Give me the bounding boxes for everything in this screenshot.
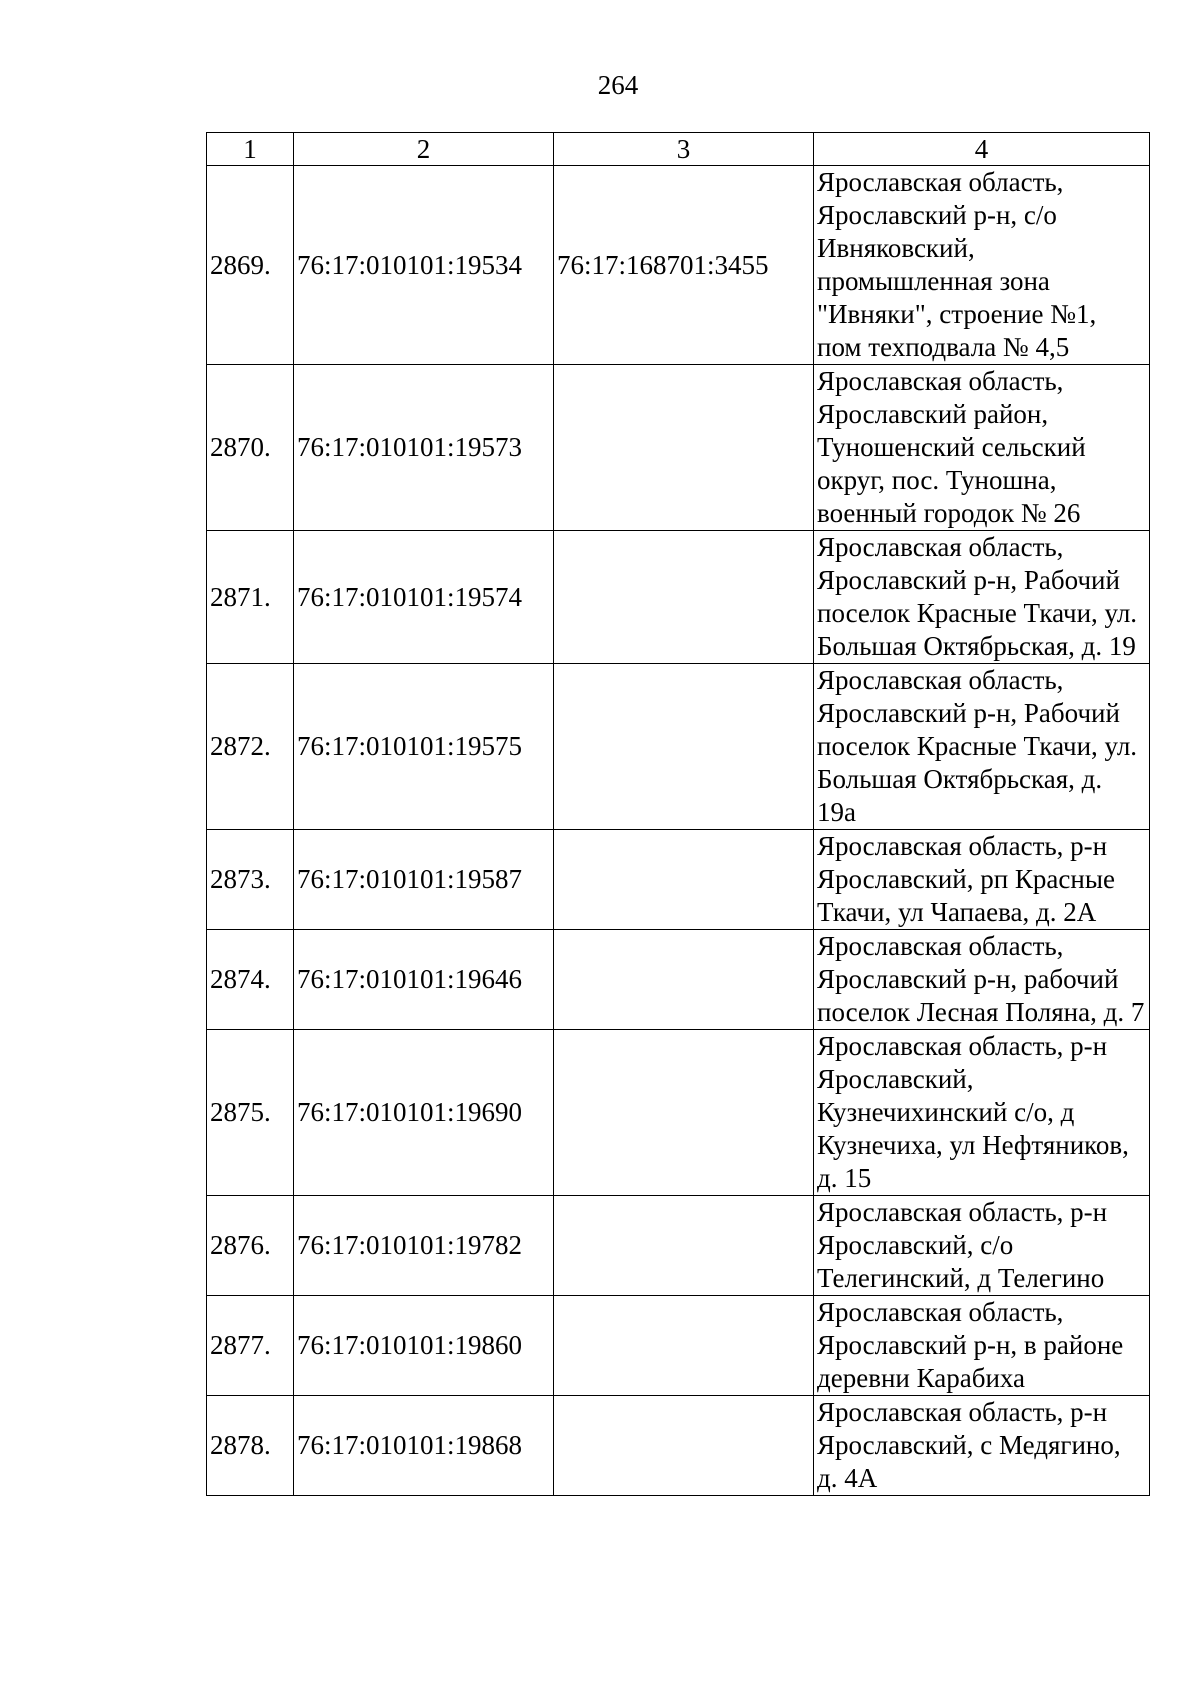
address: Ярославская область, р-н Ярославский, с/о Телегинский, д Телегино (814, 1196, 1150, 1296)
parent-cadastral-number (554, 1396, 814, 1496)
address: Ярославская область, Ярославский р-н, с/о Ивняковский, промышленная зона "Ивняки", строение №1, пом техподвала № 4,5 (814, 166, 1150, 365)
parent-cadastral-number: 76:17:168701:3455 (554, 166, 814, 365)
registry-table (206, 132, 1150, 1496)
table-row (207, 1296, 1150, 1396)
row-number: 2878. (207, 1396, 294, 1496)
parent-cadastral-number (554, 664, 814, 830)
column-header: 1 (207, 133, 294, 166)
cadastral-number: 76:17:010101:19587 (294, 830, 554, 930)
row-number: 2874. (207, 930, 294, 1030)
column-header: 4 (814, 133, 1150, 166)
address: Ярославская область, Ярославский р-н, Рабочий поселок Красные Ткачи, ул. Большая Октябрьская, д. 19 (814, 531, 1150, 664)
row-number: 2876. (207, 1196, 294, 1296)
address: Ярославская область, Ярославский р-н, в районе деревни Карабиха (814, 1296, 1150, 1396)
row-number: 2870. (207, 365, 294, 531)
cadastral-number: 76:17:010101:19646 (294, 930, 554, 1030)
cadastral-number: 76:17:010101:19534 (294, 166, 554, 365)
address: Ярославская область, Ярославский район, Туношенский сельский округ, пос. Туношна, военный городок № 26 (814, 365, 1150, 531)
cadastral-number: 76:17:010101:19575 (294, 664, 554, 830)
address: Ярославская область, р-н Ярославский, Кузнечихинский с/о, д Кузнечиха, ул Нефтяников, д. 15 (814, 1030, 1150, 1196)
parent-cadastral-number (554, 1196, 814, 1296)
row-number: 2869. (207, 166, 294, 365)
parent-cadastral-number (554, 531, 814, 664)
cadastral-number: 76:17:010101:19573 (294, 365, 554, 531)
address: Ярославская область, р-н Ярославский, с Медягино, д. 4А (814, 1396, 1150, 1496)
parent-cadastral-number (554, 830, 814, 930)
table-row (207, 930, 1150, 1030)
parent-cadastral-number (554, 1296, 814, 1396)
column-header: 2 (294, 133, 554, 166)
table-row (207, 830, 1150, 930)
row-number: 2877. (207, 1296, 294, 1396)
table-row (207, 365, 1150, 531)
page-number: 264 (597, 70, 639, 100)
cadastral-number: 76:17:010101:19868 (294, 1396, 554, 1496)
table-row (207, 531, 1150, 664)
cadastral-number: 76:17:010101:19860 (294, 1296, 554, 1396)
parent-cadastral-number (554, 930, 814, 1030)
cadastral-number: 76:17:010101:19782 (294, 1196, 554, 1296)
address: Ярославская область, р-н Ярославский, рп Красные Ткачи, ул Чапаева, д. 2А (814, 830, 1150, 930)
table-row (207, 664, 1150, 830)
table-row (207, 1196, 1150, 1296)
cadastral-number: 76:17:010101:19574 (294, 531, 554, 664)
table-row (207, 1396, 1150, 1496)
address: Ярославская область, Ярославский р-н, Рабочий поселок Красные Ткачи, ул. Большая Октябрьская, д. 19а (814, 664, 1150, 830)
table-header-row (207, 133, 1150, 166)
row-number: 2871. (207, 531, 294, 664)
parent-cadastral-number (554, 365, 814, 531)
column-header: 3 (554, 133, 814, 166)
table-row (207, 166, 1150, 365)
row-number: 2873. (207, 830, 294, 930)
address: Ярославская область, Ярославский р-н, рабочий поселок Лесная Поляна, д. 7 (814, 930, 1150, 1030)
cadastral-number: 76:17:010101:19690 (294, 1030, 554, 1196)
row-number: 2872. (207, 664, 294, 830)
table-row (207, 1030, 1150, 1196)
parent-cadastral-number (554, 1030, 814, 1196)
row-number: 2875. (207, 1030, 294, 1196)
